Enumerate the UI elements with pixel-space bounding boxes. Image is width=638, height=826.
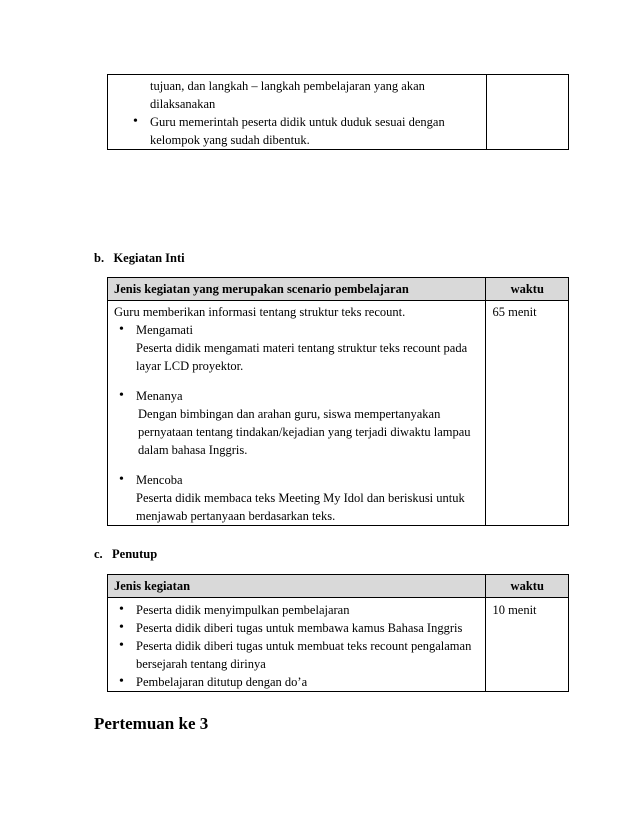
inti-activity-cell — [108, 301, 486, 526]
penutup-bullet: • Peserta didik menyimpulkan pembelajaran — [114, 601, 479, 619]
kegiatan-inti-table — [107, 277, 569, 526]
pertemuan-heading: Pertemuan ke 3 — [94, 714, 209, 733]
col-header-activity: Jenis kegiatan — [108, 575, 486, 598]
top-table-content — [108, 75, 487, 150]
top-table — [107, 74, 569, 150]
inti-item-line: Dengan bimbingan dan arahan guru, siswa mempertanyakan — [138, 407, 441, 421]
top-text-line: dilaksanakan — [150, 97, 216, 111]
col-header-time: waktu — [486, 278, 569, 301]
inti-time-cell — [486, 301, 569, 526]
col-header-activity: Jenis kegiatan yang merupakan scenario pembelajaran — [108, 278, 486, 301]
penutup-bullet: • Peserta didik diberi tugas untuk membuat teks recount pengalaman — [114, 637, 479, 655]
section-c-heading: c. Penutup — [94, 547, 158, 561]
inti-time: 65 menit — [492, 305, 537, 319]
penutup-table — [107, 574, 569, 692]
top-bullet: • Guru memerintah peserta didik untuk duduk sesuai dengan — [128, 113, 486, 131]
penutup-time: 10 menit — [492, 603, 537, 617]
inti-item-line: Peserta didik mengamati materi tentang struktur teks recount pada — [136, 341, 468, 355]
inti-item-line: dalam bahasa Inggris. — [138, 443, 248, 457]
inti-intro: Guru memberikan informasi tentang struktur teks recount. — [114, 305, 406, 319]
col-header-time: waktu — [486, 575, 569, 598]
inti-item-line: menjawab pertanyaan berdasarkan teks. — [136, 509, 336, 523]
inti-item-line: Peserta didik membaca teks Meeting My Idol dan beriskusi untuk — [136, 491, 465, 505]
penutup-bullet-cont: bersejarah tentang dirinya — [136, 657, 266, 671]
penutup-time-cell — [486, 598, 569, 692]
inti-item-title: • Menanya — [114, 387, 479, 405]
top-bullet-cont: kelompok yang sudah dibentuk. — [150, 133, 310, 147]
section-b-heading: b. Kegiatan Inti — [94, 251, 185, 265]
inti-item-line: pernyataan tentang tindakan/kejadian yang terjadi diwaktu lampau — [138, 425, 471, 439]
inti-item-title: • Mencoba — [114, 471, 479, 489]
penutup-activity-cell — [108, 598, 486, 692]
penutup-bullet: • Peserta didik diberi tugas untuk membawa kamus Bahasa Inggris — [114, 619, 479, 637]
penutup-bullet: • Pembelajaran ditutup dengan do’a — [114, 673, 479, 691]
top-table-time — [486, 75, 568, 150]
inti-item-line: layar LCD proyektor. — [136, 359, 244, 373]
top-text-line: tujuan, dan langkah – langkah pembelajaran yang akan — [150, 79, 425, 93]
inti-item-title: • Mengamati — [114, 321, 479, 339]
